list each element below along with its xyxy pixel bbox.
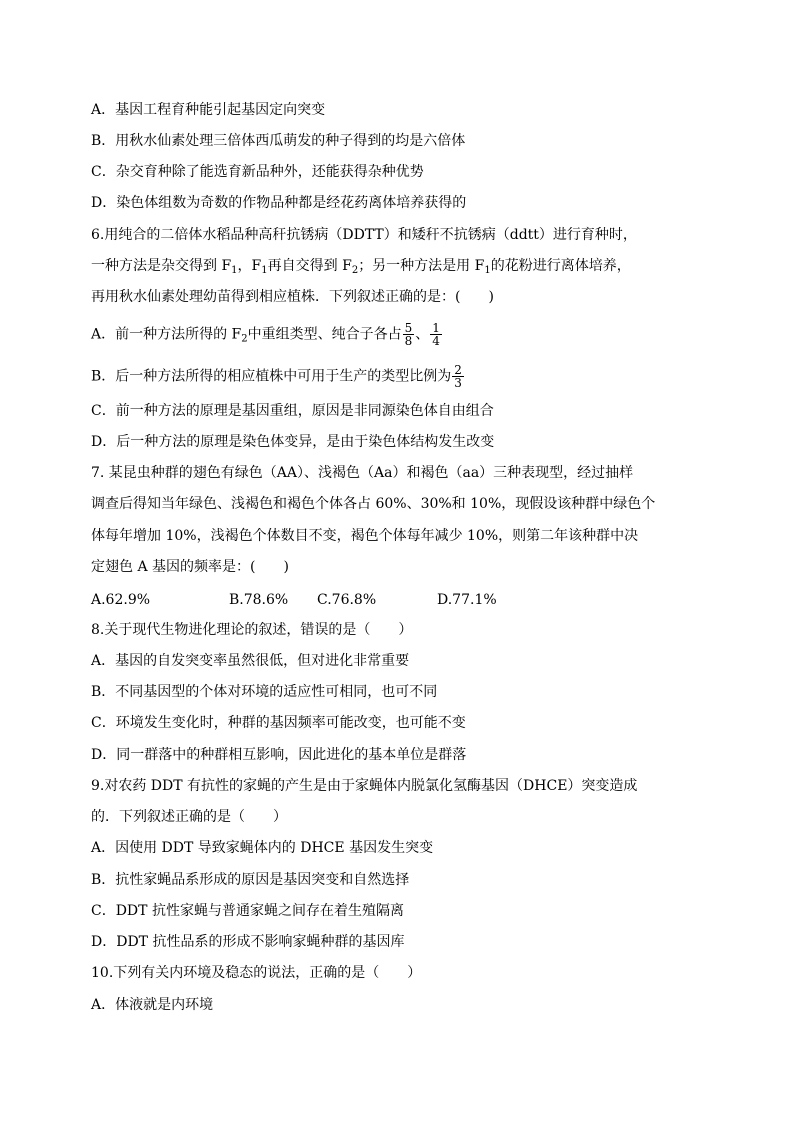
q6-stem-line3: 再用秋水仙素处理幼苗得到相应植株．下列叙述正确的是：( ) (91, 289, 494, 305)
q5-option-b: B．用秋水仙素处理三倍体西瓜萌发的种子得到的均是六倍体 (91, 133, 466, 149)
fraction-two-thirds (452, 364, 464, 389)
subscript: 1 (261, 265, 268, 276)
q7-stem-line2: 调查后得知当年绿色、浅褐色和褐色个体各占 60%、30%和 10%，现假设该种群中绿色个 (91, 496, 656, 512)
q9-option-a: A．因使用 DDT 导致家蝇体内的 DHCE 基因发生突变 (91, 840, 434, 856)
fraction-numerator: 2 (454, 363, 462, 377)
subscript: 2 (241, 333, 248, 345)
fraction-numerator: 5 (404, 321, 413, 335)
q7-option-a: A.62.9% (91, 592, 151, 608)
q6-option-b (91, 363, 465, 390)
q6-option-a-text-2: 中重组类型、纯合子各占 (247, 326, 402, 343)
q6-option-d: D．后一种方法的原理是染色体变异，是由于染色体结构发生改变 (91, 434, 495, 450)
q9-stem-line2: 的．下列叙述正确的是（ ） (91, 809, 287, 825)
q6-line2-part-c: 再自交得到 F (267, 258, 352, 274)
q6-line2-part-e: 的花粉进行离体培养， (490, 258, 631, 274)
q8-option-d: D．同一群落中的种群相互影响，因此进化的基本单位是群落 (91, 747, 467, 763)
q7-option-c: C.76.8% (317, 592, 377, 608)
q6-stem-line1: 6.用纯合的二倍体水稻品种高秆抗锈病（DDTT）和矮秆不抗锈病（ddtt）进行育种时， (91, 227, 637, 243)
q9-option-c: C．DDT 抗性家蝇与普通家蝇之间存在着生殖隔离 (91, 903, 404, 919)
q6-option-c: C．前一种方法的原理是基因重组，原因是非同源染色体自由组合 (91, 403, 494, 419)
q6-option-b-text: B．后一种方法所得的相应植株中可用于生产的类型比例为 (91, 368, 452, 385)
q6-line2-part-d: ；另一种方法是用 F (358, 258, 485, 274)
q5-option-d: D．染色体组数为奇数的作物品种都是经花药离体培养获得的 (91, 195, 467, 211)
q8-option-c: C．环境发生变化时，种群的基因频率可能改变，也可能不变 (91, 715, 466, 731)
subscript: 1 (484, 265, 491, 276)
subscript: 2 (351, 265, 359, 276)
q5-option-a: A．基因工程育种能引起基因定向突变 (91, 102, 326, 118)
fraction-numerator: 1 (432, 321, 440, 335)
q9-stem-line1: 9.对农药 DDT 有抗性的家蝇的产生是由于家蝇体内脱氯化氢酶基因（DHCE）突变造成 (91, 778, 638, 794)
fraction-denominator: 3 (454, 376, 462, 390)
q7-stem-line1: 7. 某昆虫种群的翅色有绿色（AA）、浅褐色（Aa）和褐色（aa）三种表现型，经过抽样 (91, 465, 634, 481)
q8-option-b: B．不同基因型的个体对环境的适应性可相同，也可不同 (91, 684, 438, 700)
q7-stem-line4: 定翅色 A 基因的频率是：( ) (91, 559, 289, 575)
q5-option-c: C．杂交育种除了能选育新品种外，还能获得杂种优势 (91, 164, 424, 180)
subscript: 1 (231, 265, 238, 276)
q7-stem-line3: 体每年增加 10%，浅褐色个体数目不变，褐色个体每年减少 10%，则第二年该种群中决 (91, 528, 639, 544)
fraction-denominator: 4 (432, 334, 440, 348)
separator: 、 (415, 326, 430, 343)
fraction-denominator: 8 (404, 334, 413, 348)
q8-stem: 8.关于现代生物进化理论的叙述，错误的是（ ） (91, 622, 413, 638)
q7-option-b: B.78.6% (229, 592, 289, 608)
q9-option-d: D．DDT 抗性品系的形成不影响家蝇种群的基因库 (91, 934, 405, 950)
q9-option-b: B．抗性家蝇品系形成的原因是基因突变和自然选择 (91, 872, 410, 888)
q7-options (91, 590, 497, 612)
q6-line2-part-b: ，F (237, 258, 262, 274)
fraction-one-quarter (430, 322, 442, 347)
q6-option-a-text-1: A．前一种方法所得的 F (91, 326, 242, 343)
q10-option-a: A．体液就是内环境 (91, 997, 214, 1013)
fraction-five-eighths (403, 322, 415, 347)
q6-line2-part-a: 一种方法是杂交得到 F (91, 258, 232, 274)
q6-option-a (91, 321, 443, 348)
q6-stem-line2 (91, 256, 631, 278)
q10-stem: 10.下列有关内环境及稳态的说法，正确的是（ ） (91, 965, 422, 981)
q7-option-d: D.77.1% (437, 592, 497, 608)
q8-option-a: A．基因的自发突变率虽然很低，但对进化非常重要 (91, 653, 410, 669)
